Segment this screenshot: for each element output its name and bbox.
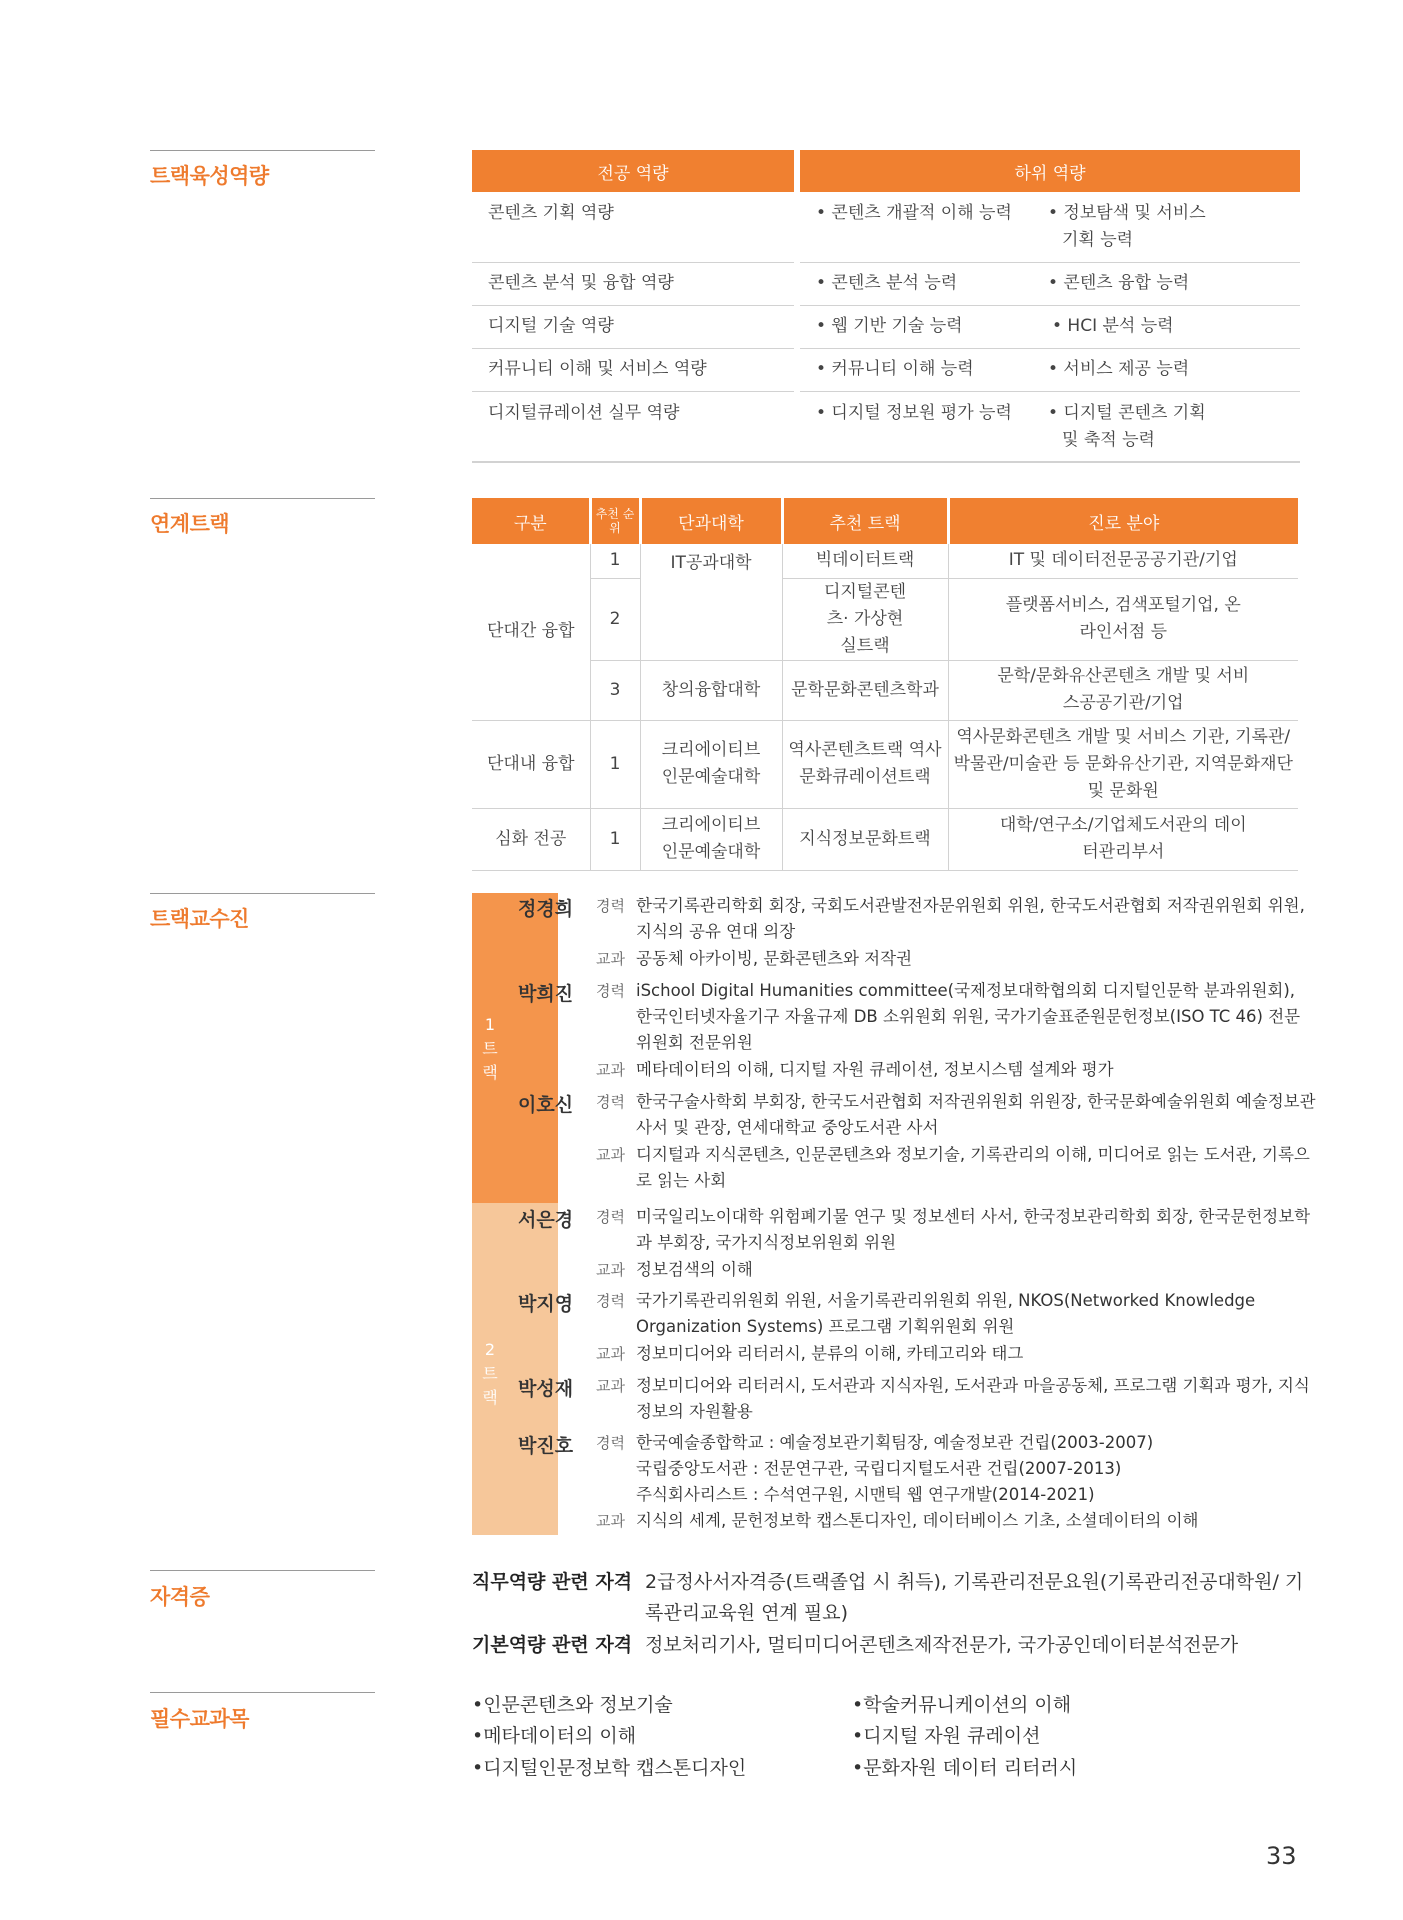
section-title-courses: 필수교과목 bbox=[150, 1707, 249, 1731]
sub-competency-line: • 디지털 콘텐츠 기획 bbox=[1048, 402, 1206, 423]
sub-competency: • 서비스 제공 능력 bbox=[1042, 348, 1300, 391]
table-row bbox=[472, 660, 1298, 720]
track-career: 문학/문화유산콘텐츠 개발 및 서비스공공기관/기업 bbox=[948, 660, 1298, 720]
career-tag: 경력 bbox=[596, 1093, 625, 1111]
table-row bbox=[472, 578, 1298, 660]
sub-competency: • 콘텐츠 융합 능력 bbox=[1042, 262, 1300, 305]
section-title-faculty: 트랙교수진 bbox=[150, 907, 249, 931]
track2-name-column bbox=[508, 1203, 558, 1535]
track-name: 역사콘텐츠트랙 역사문화큐레이션트랙 bbox=[782, 720, 948, 808]
track1-name-column bbox=[508, 893, 558, 1203]
course-tag: 교과 bbox=[596, 1345, 625, 1363]
sub-competency: • 커뮤니티 이해 능력 bbox=[800, 348, 1042, 391]
table-header-row bbox=[472, 150, 1300, 192]
professor-course bbox=[596, 1142, 1316, 1194]
track2-bar bbox=[472, 1203, 508, 1535]
job-certificate bbox=[472, 1567, 1318, 1629]
major-competency: 콘텐츠 기획 역량 bbox=[472, 192, 794, 262]
track-name: 지식정보문화트랙 bbox=[782, 808, 948, 870]
course-item: •학술커뮤니케이션의 이해 bbox=[852, 1694, 1072, 1716]
track-rank: 1 bbox=[590, 808, 640, 870]
course-tag: 교과 bbox=[596, 1512, 625, 1530]
header-sub-competency: 하위 역량 bbox=[800, 150, 1300, 192]
career-text: 한국구술사학회 부회장, 한국도서관협회 저작권위원회 위원장, 한국문화예술위원회 예술정보관 사서 및 관장, 연세대학교 중앙도서관 사서 bbox=[636, 1092, 1316, 1137]
basic-certificate-label: 기본역량 관련 자격 bbox=[472, 1634, 633, 1656]
track-college: 크리에이티브 인문예술대학 bbox=[640, 808, 782, 870]
sub-competency bbox=[1042, 192, 1300, 262]
job-certificate-value: 2급정사서자격증(트랙졸업 시 취득), 기록관리전문요원(기록관리전공대학원/ 기록관리교육원 연계 필요) bbox=[645, 1571, 1304, 1624]
track-career: IT 및 데이터전문공공기관/기업 bbox=[948, 544, 1298, 578]
professor-course bbox=[596, 1257, 1316, 1283]
professor-career bbox=[596, 893, 1316, 945]
professor-course bbox=[596, 1341, 1316, 1367]
job-certificate-label: 직무역량 관련 자격 bbox=[472, 1571, 633, 1593]
course-item: •인문콘텐츠와 정보기술 bbox=[472, 1694, 673, 1716]
section-divider bbox=[150, 893, 375, 894]
track-college: IT공과대학 bbox=[640, 544, 782, 660]
course-text: 메타데이터의 이해, 디지털 자원 큐레이션, 정보시스템 설계와 평가 bbox=[636, 1060, 1114, 1079]
career-tag: 경력 bbox=[596, 897, 625, 915]
competency-table bbox=[472, 150, 1300, 463]
page-number: 33 bbox=[1266, 1842, 1297, 1870]
professor-career bbox=[596, 1204, 1316, 1256]
career-text: 미국일리노이대학 위험폐기물 연구 및 정보센터 사서, 한국정보관리학회 회장, 한국문헌정보학과 부회장, 국가지식정보위원회 위원 bbox=[636, 1207, 1311, 1252]
major-competency: 커뮤니티 이해 및 서비스 역량 bbox=[472, 348, 794, 391]
header-track: 추천 트랙 bbox=[782, 498, 948, 544]
header-major-competency: 전공 역량 bbox=[472, 150, 794, 192]
sub-competency: • 콘텐츠 분석 능력 bbox=[800, 262, 1042, 305]
track-type: 심화 전공 bbox=[472, 808, 590, 870]
sub-competency-line: 기획 능력 bbox=[1062, 230, 1134, 250]
linked-track-table bbox=[472, 498, 1298, 871]
track-career: 역사문화콘텐츠 개발 및 서비스 기관, 기록관/박물관/미술관 등 문화유산기관, 지역문화재단 및 문화원 bbox=[948, 720, 1298, 808]
track-college: 창의융합대학 bbox=[640, 660, 782, 720]
career-tag: 경력 bbox=[596, 1292, 625, 1310]
career-text: 국립중앙도서관 : 전문연구관, 국립디지털도서관 건립(2007-2013) bbox=[636, 1459, 1122, 1478]
career-text: 한국기록관리학회 회장, 국회도서관발전자문위원회 위원, 한국도서관협회 저작권위원회 위원, 지식의 공유 연대 의장 bbox=[636, 896, 1305, 941]
header-career: 진로 분야 bbox=[948, 498, 1298, 544]
professor-name: 박진호 bbox=[518, 1435, 574, 1457]
career-text: 주식회사리스트 : 수석연구원, 시맨틱 웹 연구개발(2014-2021) bbox=[636, 1485, 1095, 1504]
basic-certificate bbox=[472, 1630, 1318, 1661]
section-title-competency: 트랙육성역량 bbox=[150, 164, 269, 188]
professor-name: 서은경 bbox=[518, 1209, 574, 1231]
sub-competency-line: 및 축적 능력 bbox=[1062, 429, 1155, 450]
professor-name: 박성재 bbox=[518, 1378, 574, 1400]
course-tag: 교과 bbox=[596, 1377, 625, 1395]
sub-competency: • HCI 분석 능력 bbox=[1042, 305, 1300, 348]
track-college: 크리에이티브 인문예술대학 bbox=[640, 720, 782, 808]
track-type: 단대내 융합 bbox=[472, 720, 590, 808]
course-item: •디지털인문정보학 캡스톤디자인 bbox=[472, 1757, 747, 1779]
professor-name: 박희진 bbox=[518, 983, 574, 1005]
sub-competency: • 웹 기반 기술 능력 bbox=[800, 305, 1042, 348]
section-title-certificate: 자격증 bbox=[150, 1585, 210, 1609]
table-row bbox=[472, 348, 1300, 391]
track1-bar bbox=[472, 893, 508, 1203]
track-rank: 1 bbox=[590, 720, 640, 808]
header-rank: 추천 순위 bbox=[590, 498, 640, 544]
table-row bbox=[472, 305, 1300, 348]
table-header-row bbox=[472, 498, 1298, 544]
course-text: 공동체 아카이빙, 문화콘텐츠와 저작권 bbox=[636, 949, 913, 968]
section-divider bbox=[150, 150, 375, 151]
table-row bbox=[472, 391, 1300, 462]
professor-career bbox=[596, 1430, 1316, 1508]
section-divider bbox=[150, 1570, 375, 1571]
course-text: 디지털과 지식콘텐츠, 인문콘텐츠와 정보기술, 기록관리의 이해, 미디어로 읽는 도서관, 기록으로 읽는 사회 bbox=[636, 1145, 1310, 1190]
course-tag: 교과 bbox=[596, 1146, 625, 1164]
career-tag: 경력 bbox=[596, 1208, 625, 1226]
track-career: 플랫폼서비스, 검색포털기업, 온라인서점 등 bbox=[948, 578, 1298, 660]
major-competency: 디지털 기술 역량 bbox=[472, 305, 794, 348]
course-item: •문화자원 데이터 리터러시 bbox=[852, 1757, 1078, 1779]
table-row bbox=[472, 544, 1298, 578]
section-divider bbox=[150, 498, 375, 499]
professor-career bbox=[596, 978, 1316, 1056]
table-row bbox=[472, 192, 1300, 262]
course-tag: 교과 bbox=[596, 950, 625, 968]
sub-competency bbox=[1042, 391, 1300, 462]
professor-course bbox=[596, 946, 1316, 972]
table-row bbox=[472, 808, 1298, 870]
course-text: 정보검색의 이해 bbox=[636, 1260, 753, 1279]
professor-course bbox=[596, 1057, 1316, 1083]
career-text: iSchool Digital Humanities committee(국제정보대학협의회 디지털인문학 분과위원회), 한국인터넷자율기구 자율규제 DB 소위원회 위원, 국가기술표준원문헌정보(ISO TC 46) 전문위원회 전문위원 bbox=[636, 981, 1301, 1052]
career-text: 한국예술종합학교 : 예술정보관기획팀장, 예술정보관 건립(2003-2007) bbox=[636, 1433, 1154, 1452]
track-career: 대학/연구소/기업체도서관의 데이터관리부서 bbox=[948, 808, 1298, 870]
course-item: •메타데이터의 이해 bbox=[472, 1725, 637, 1747]
professor-course bbox=[596, 1508, 1316, 1534]
section-title-linked-track: 연계트랙 bbox=[150, 512, 230, 536]
career-text: 국가기록관리위원회 위원, 서울기록관리위원회 위원, NKOS(Networked Knowledge Organization Systems) 프로그램 기획위원회 위원 bbox=[636, 1291, 1256, 1336]
career-tag: 경력 bbox=[596, 982, 625, 1000]
section-divider bbox=[150, 1692, 375, 1693]
faculty-list bbox=[472, 893, 1316, 1535]
course-text: 지식의 세계, 문헌정보학 캡스톤디자인, 데이터베이스 기초, 소셜데이터의 이해 bbox=[636, 1511, 1199, 1530]
course-item: •디지털 자원 큐레이션 bbox=[852, 1725, 1041, 1747]
sub-competency: • 디지털 정보원 평가 능력 bbox=[800, 391, 1042, 462]
header-college: 단과대학 bbox=[640, 498, 782, 544]
professor-name: 박지영 bbox=[518, 1293, 574, 1315]
course-text: 정보미디어와 리터러시, 도서관과 지식자원, 도서관과 마을공동체, 프로그램 기획과 평가, 지식정보의 자원활용 bbox=[636, 1376, 1310, 1421]
professor-course bbox=[596, 1373, 1316, 1425]
professor-name: 이호신 bbox=[518, 1094, 574, 1116]
sub-competency-line: • 정보탐색 및 서비스 bbox=[1048, 203, 1206, 223]
track-name: 디지털콘텐츠· 가상현실트랙 bbox=[782, 578, 948, 660]
table-row bbox=[472, 262, 1300, 305]
track-rank: 2 bbox=[590, 578, 640, 660]
professor-name: 정경희 bbox=[518, 898, 574, 920]
track2-label: 2 트 랙 bbox=[482, 1340, 498, 1407]
track1-label: 1 트 랙 bbox=[482, 1015, 498, 1082]
header-type: 구분 bbox=[472, 498, 590, 544]
track-rank: 1 bbox=[590, 544, 640, 578]
sub-competency: • 콘텐츠 개괄적 이해 능력 bbox=[800, 192, 1042, 262]
major-competency: 콘텐츠 분석 및 융합 역량 bbox=[472, 262, 794, 305]
professor-career bbox=[596, 1288, 1316, 1340]
track-rank: 3 bbox=[590, 660, 640, 720]
course-tag: 교과 bbox=[596, 1061, 625, 1079]
table-row bbox=[472, 720, 1298, 808]
course-text: 정보미디어와 리터러시, 분류의 이해, 카테고리와 태그 bbox=[636, 1344, 1024, 1363]
career-tag: 경력 bbox=[596, 1434, 625, 1452]
basic-certificate-value: 정보처리기사, 멀티미디어콘텐츠제작전문가, 국가공인데이터분석전문가 bbox=[645, 1634, 1239, 1656]
course-tag: 교과 bbox=[596, 1261, 625, 1279]
major-competency: 디지털큐레이션 실무 역량 bbox=[472, 391, 794, 462]
professor-career bbox=[596, 1089, 1316, 1141]
track-name: 빅데이터트랙 bbox=[782, 544, 948, 578]
track-type: 단대간 융합 bbox=[472, 544, 590, 720]
track-name: 문학문화콘텐츠학과 bbox=[782, 660, 948, 720]
